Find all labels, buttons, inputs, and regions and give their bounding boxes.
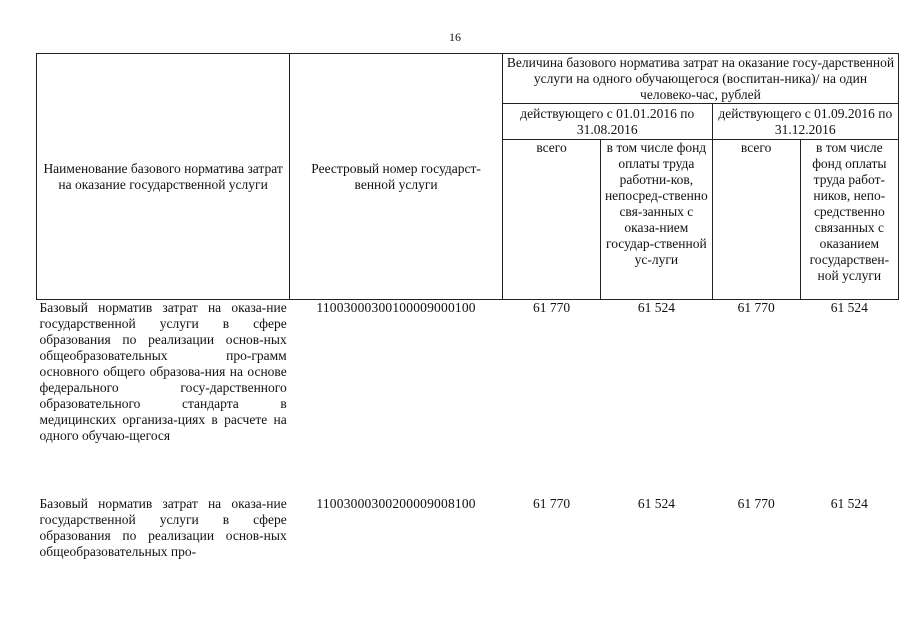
row-total-p2: 61 770 — [737, 300, 775, 315]
row-registry: 11003000300100009000100 — [316, 300, 476, 315]
row-incl-p2: 61 524 — [830, 300, 868, 315]
header-total-p2: всего — [712, 140, 800, 300]
header-norm-value: Величина базового норматива затрат на оказание госу-дарственной услуги на одного обучающегося (воспитан-ника)/ на один человеко-час, рублей — [502, 54, 898, 104]
row-incl-p1: 61 524 — [637, 300, 675, 315]
header-period-2: действующего с 01.09.2016 по 31.12.2016 — [712, 104, 898, 140]
row-incl-p2: 61 524 — [830, 496, 868, 511]
header-total-p1: всего — [502, 140, 600, 300]
header-incl-p2: в том числе фонд оплаты труда работ-ников, непо-средственно связанных с оказанием государствен-ной услуги — [800, 140, 898, 300]
cost-norms-table — [36, 53, 899, 586]
row-total-p1: 61 770 — [532, 496, 571, 511]
header-registry-number: Реестровый номер государст-венной услуги — [290, 54, 503, 300]
page-number: 16 — [449, 30, 461, 44]
row-total-p2: 61 770 — [737, 496, 775, 511]
row-incl-p1: 61 524 — [637, 496, 675, 511]
header-incl-p1: в том числе фонд оплаты труда работни-ков, непосред-ственно свя-занных с оказа-нием государ-ственной ус-луги — [601, 140, 712, 300]
row-registry: 11003000300200009008100 — [316, 496, 476, 511]
table-row — [37, 300, 899, 497]
table-row — [37, 496, 899, 586]
row-total-p1: 61 770 — [532, 300, 571, 315]
row-name: Базовый норматив затрат на оказа-ние государственной услуги в сфере образования по реализации основ-ных общеобразовательных про-грамм основного общего образова-ния на основе федерального госу-дарственного образовательного стандарта в медицинских организа-циях в расчете на одного обучаю-щегося — [39, 300, 287, 443]
row-name: Базовый норматив затрат на оказа-ние государственной услуги в сфере образования по реализации основ-ных общеобразовательных про- — [39, 496, 287, 559]
header-period-1: действующего с 01.01.2016 по 31.08.2016 — [502, 104, 712, 140]
header-name: Наименование базового норматива затрат на оказание государственной услуги — [37, 54, 290, 300]
